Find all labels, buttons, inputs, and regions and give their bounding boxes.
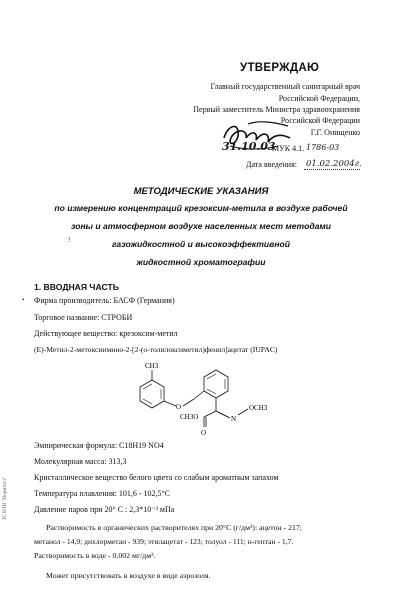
- trade-name-label: Торговое название:: [34, 313, 100, 322]
- solubility-line-3: Растворимость в воде - 0,002 мг/дм³.: [34, 551, 156, 560]
- title-line-3: газожидкостной и высокоэффективной: [111, 239, 291, 249]
- margin-dot: •: [22, 296, 25, 304]
- approval-line-4: Российской Федерации: [280, 116, 360, 125]
- active-substance-label: Действующее вещество:: [34, 329, 118, 338]
- aerosol-line: Может присутствовать в воздухе в виде аэрозоля.: [46, 571, 211, 580]
- molecular-mass-label: Молекулярная масса:: [34, 457, 107, 466]
- effective-date-value: 01.02.2004г.: [306, 159, 362, 169]
- iupac-name: (Е)-Метил-2-метоксиимино-2-[2-(о-толилоксиметил)фенил]ацетат (IUPAC): [34, 345, 278, 354]
- structure-methoxy: OCH3: [249, 404, 268, 412]
- effective-date-label: Дата введения:: [246, 160, 297, 169]
- approval-signer: Г.Г. Онищенко: [310, 128, 360, 137]
- melting-point-line: [34, 489, 170, 498]
- molecular-mass-line: [34, 457, 127, 466]
- molecular-mass-value: 313,3: [108, 457, 127, 466]
- section-heading: 1. ВВОДНАЯ ЧАСТЬ: [34, 282, 119, 292]
- manufacturer-line: Фирма производитель: БАСФ (Германия): [34, 296, 175, 305]
- margin-tick: !: [68, 236, 71, 244]
- structure-nitrogen: N: [231, 415, 237, 423]
- title-line-1: по измерению концентраций крезоксим-метила в воздухе рабочей: [54, 203, 348, 213]
- structure-carbonyl-o: O: [201, 429, 207, 437]
- document-title: МЕТОДИЧЕСКИЕ УКАЗАНИЯ: [133, 186, 269, 197]
- muk-number: 1786-03: [306, 143, 340, 152]
- active-substance-line: [34, 329, 178, 338]
- active-substance-value: крезоксим-метил: [119, 329, 178, 338]
- approval-line-3: Первый заместитель Министра здравоохранения: [193, 105, 360, 114]
- trade-name-value: СТРОБИ: [101, 313, 133, 322]
- solubility-line-1: Растворимость в органических растворителях при 20°С (г/дм³): ацетон - 217;: [46, 523, 302, 532]
- structure-ch3-top: CH3: [145, 362, 159, 370]
- approval-line-2: Российской Федерации,: [278, 94, 360, 103]
- title-line-2: зоны и атмосферном воздухе населенных мест методами: [70, 221, 332, 231]
- empirical-formula-label: Эмпирическая формула:: [34, 441, 118, 450]
- signature-date: 31.10.03: [222, 140, 276, 153]
- solubility-line-2: метанол - 14,9; дихлорметан - 939; этилацетат - 123; толуол - 111; н-гептан - 1,7.: [34, 537, 294, 546]
- title-line-4: жидкостной хроматографии: [136, 257, 266, 267]
- approval-heading: УТВЕРЖДАЮ: [240, 62, 320, 74]
- structure-ester: CH3O: [180, 413, 199, 421]
- melting-point-label: Температура плавления:: [34, 489, 117, 498]
- margin-watermark: ЗС НТИ "Нормтест": [3, 476, 8, 520]
- appearance-line: Кристаллическое вещество белого цвета со слабым ароматным запахом: [34, 473, 279, 482]
- vapor-pressure-value: 2,3*10⁻³ мПа: [129, 505, 175, 514]
- empirical-formula-value: C18H19 NO4: [119, 441, 164, 450]
- trade-name-line: [34, 313, 132, 322]
- melting-point-value: 101,6 - 102,5°С: [118, 489, 171, 498]
- effective-date-underline: [304, 169, 360, 170]
- empirical-formula-line: [34, 441, 164, 450]
- structural-formula: [120, 357, 290, 439]
- approval-line-1: Главный государственный санитарный врач: [210, 82, 360, 91]
- vapor-pressure-line: [34, 505, 174, 514]
- structure-oxygen: O: [176, 403, 182, 411]
- vapor-pressure-label: Давление паров при 20° С :: [34, 505, 128, 514]
- muk-label: МУК 4.1.: [272, 144, 305, 153]
